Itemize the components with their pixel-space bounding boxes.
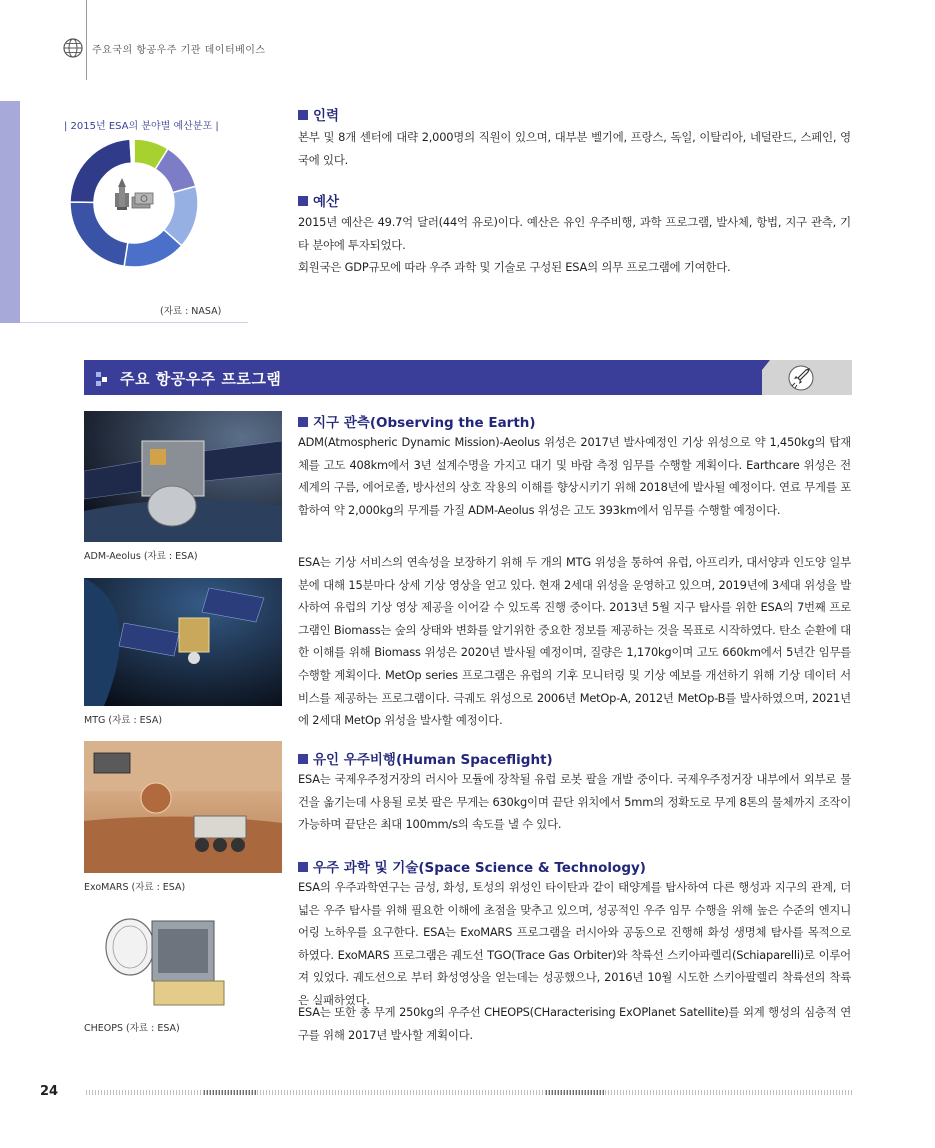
section-science-text-2: ESA는 또한 총 무게 250kg의 우주선 CHEOPS(CHaracterising ExOPlanet Satellite)를 외계 행성의 심층적 연구를 위해 2017년 발사할 계획이다. — [298, 1005, 851, 1042]
section-earth-title: 지구 관측(Observing the Earth) — [298, 411, 536, 431]
donut-slice-7 — [130, 139, 134, 163]
section-manpower-text: 본부 및 8개 센터에 대략 2,000명의 직원이 있으며, 대부분 벨기에, 프랑스, 독일, 이탈리아, 네덜란드, 스페인, 영국에 있다. — [298, 130, 851, 167]
bullet-icon — [96, 372, 110, 386]
square-bullet-icon — [298, 196, 308, 206]
photo-caption: ADM-Aeolus (자료 : ESA) — [84, 551, 198, 562]
money-icon — [132, 193, 153, 208]
running-header: 주요국의 항공우주 기관 데이터베이스 — [92, 45, 266, 56]
page-number: 24 — [40, 1084, 59, 1099]
globe-icon — [62, 37, 84, 59]
square-bullet-icon — [298, 754, 308, 764]
chart-side-strip — [0, 101, 20, 323]
section-budget-text-2: 회원국은 GDP규모에 따라 우주 과학 및 기술로 구성된 ESA의 의무 프로그램에 기여한다. — [298, 260, 731, 274]
cheops-photo — [84, 905, 282, 1013]
exomars-photo — [84, 741, 282, 873]
budget-donut-chart — [66, 135, 202, 271]
section-science-title: 우주 과학 및 기술(Space Science & Technology) — [298, 856, 646, 876]
photo-caption: CHEOPS (자료 : ESA) — [84, 1023, 180, 1034]
mtg-photo — [84, 578, 282, 706]
rocket-icon — [786, 364, 816, 392]
section-science-text-1: ESA의 우주과학연구는 금성, 화성, 토성의 위성인 타이탄과 같이 태양계를 탐사하여 다른 행성과 지구의 관계, 더 넓은 우주 탐사를 위해 필요한 이해에 초점을 맞추고 있으며, 성공적인 우주 임무 수행을 위해 높은 수준의 엔지니어링 노하우를 요구한다. ESA는 ExoMARS 프로그램을 러시아와 공동으로 진행해 화성 생명체 탐사를 목적으로 하였다. ExoMARS 프로그램은 궤도선 TGO(Trace Gas Orbiter)와 착륙선 스키아파렐리(Schiaparelli)로 이루어져 있었다. 궤도선으로 부터 화성영상을 얻는데는 성공했으나, 2016년 10월 시도한 스키아팔렐리 착륙선의 착륙은 실패하였다. — [298, 880, 851, 1007]
donut-slice-5 — [70, 202, 128, 266]
square-bullet-icon — [298, 417, 308, 427]
section-earth-text-1: ADM(Atmospheric Dynamic Mission)-Aeolus 위성은 2017년 발사예정인 기상 위성으로 약 1,450kg의 탑재체를 고도 408km에서 3년 설계수명을 가지고 대기 및 바람 측정 임무를 수행할 계획이다. Earthcare 위성은 전 세계의 구름, 에어로졸, 방사선의 상호 작용의 이해를 향상시키기 위해 2018년에 발사될 예정이다. 연료 무게를 포함하여 약 2,000kg의 무게를 가질 ADM-Aeolus 위성은 고도 393km에서 임무를 수행할 예정이다. — [298, 435, 851, 517]
rocket-icon — [115, 178, 129, 210]
section-earth-text-2: ESA는 기상 서비스의 연속성을 보장하기 위해 두 개의 MTG 위성을 통하여 유럽, 아프리카, 대서양과 인도양 일부분에 대해 15분마다 상세 기상 영상을 얻고 있다. 현재 2세대 위성을 운영하고 있으며, 2019년에 3세대 위성을 발사하여 유럽의 기상 영상 제공을 이어갈 수 있도록 진행 중이다. 2013년 5월 지구 탐사를 위한 ESA의 7번째 프로그램인 Biomass는 숲의 상태와 변화를 알기위한 중요한 정보를 제공하는 것을 목표로 시작하였다. 탄소 순환에 대한 이해를 위해 Biomass 위성은 2020년 발사될 예정이며, 질량은 1,170kg이며 고도 660km에서 5년간 임무를 수행할 계획이다. MetOp series 프로그램은 유럽의 기후 모니터링 및 기상 예보를 개선하기 위해 기상 데이터 서비스를 제공하는 프로그램이다. 극궤도 위성으로 2006년 MetOp-A, 2012년 MetOp-B를 발사하였으며, 2021년에 2세대 MetOp 위성을 발사할 예정이다. — [298, 555, 851, 728]
photo-caption: ExoMARS (자료 : ESA) — [84, 882, 186, 893]
section-human-text: ESA는 국제우주정거장의 러시아 모듈에 장착될 유럽 로봇 팔을 개발 중이다. 국제우주정거장 내부에서 외부로 물건을 옮기는데 사용될 로봇 팔은 무게는 630kg이며 끝단 위치에서 5mm의 정확도로 무게 8톤의 물체까지 조작이 가능하며 끝단은 최대 100mm/s의 속도를 낼 수 있다. — [298, 772, 851, 832]
banner-tail — [754, 360, 770, 370]
budget-chart-box — [0, 101, 248, 323]
photo-caption: MTG (자료 : ESA) — [84, 715, 163, 726]
square-bullet-icon — [298, 110, 308, 120]
banner-title: 주요 항공우주 프로그램 — [120, 370, 282, 388]
section-budget-text-1: 2015년 예산은 49.7억 달러(44억 유로)이다. 예산은 유인 우주비행, 과학 프로그램, 발사체, 항법, 지구 관측, 기타 분야에 투자되었다. — [298, 215, 851, 252]
header-rule — [86, 0, 87, 80]
footer-rule — [86, 1090, 852, 1095]
section-manpower-title: 인력 — [298, 104, 339, 124]
square-bullet-icon — [298, 862, 308, 872]
adm-aeolus-photo — [84, 411, 282, 542]
section-human-title: 유인 우주비행(Human Spaceflight) — [298, 748, 553, 768]
section-budget-title: 예산 — [298, 190, 339, 210]
chart-source: (자료 : NASA) — [160, 306, 222, 317]
chart-title: | 2015년 ESA의 분야별 예산분포 | — [64, 121, 219, 132]
